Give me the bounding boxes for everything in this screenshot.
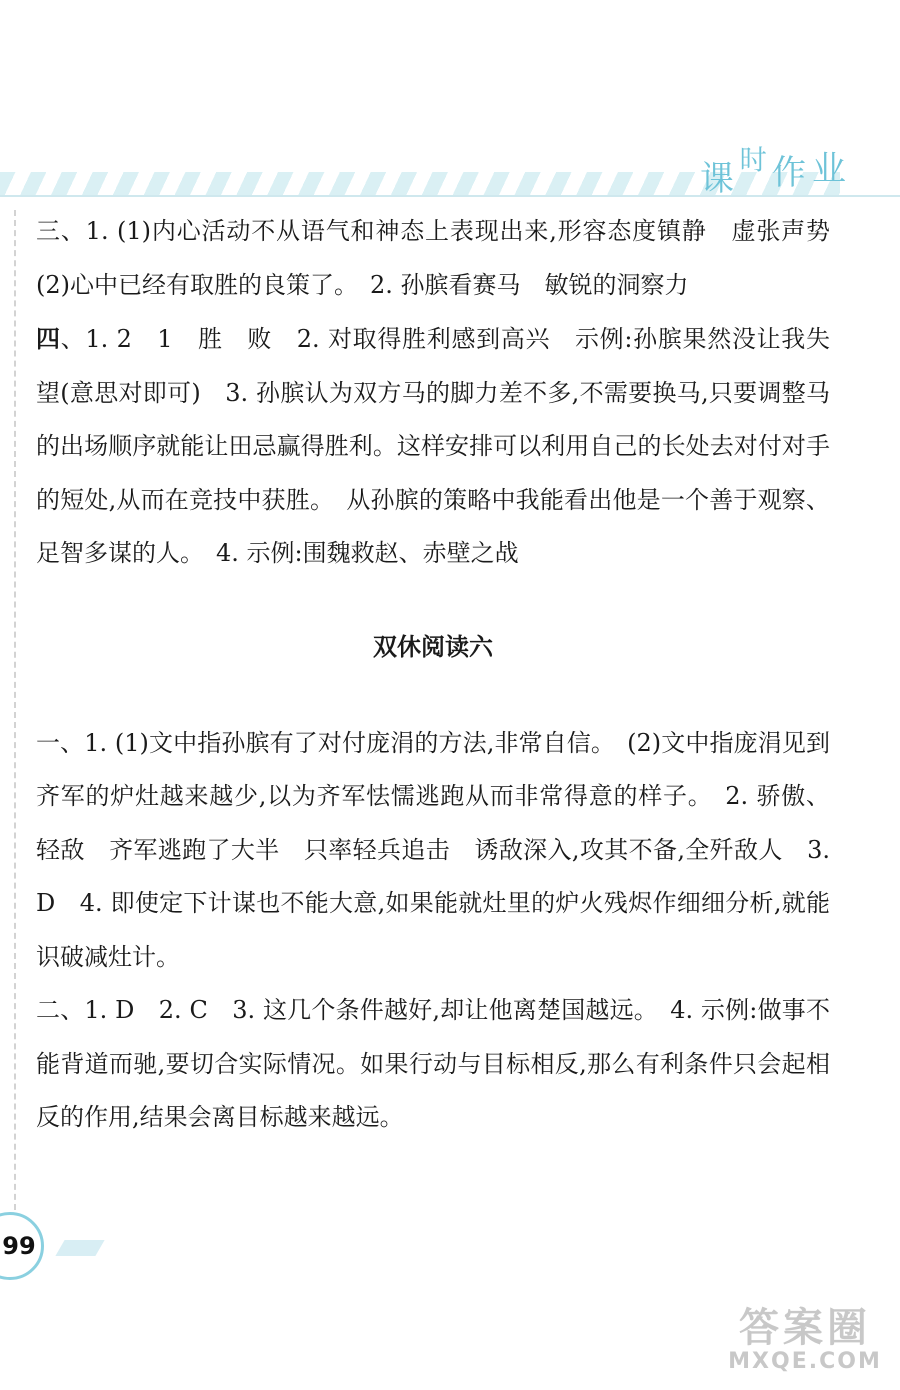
question-number: 一 <box>36 728 61 757</box>
question-number: 二 <box>36 996 61 1024</box>
answer-text: 、1. (1)文中指孙膑有了对付庞涓的方法,非常自信。 (2)文中指庞涓见到齐军的炉灶越来越少,以为齐军怯懦逃跑从而非常得意的样子。 2. 骄傲、轻敌 齐军逃跑了大半 只率轻兵追击 诱敌深入,攻其不备,全歼敌人 3. D 4. 即使定下计谋也不能大意,如果能就灶里的炉火残烬作细细分析,就能识破减灶计。 <box>36 728 830 971</box>
section-title: 双休阅读六 <box>373 632 493 661</box>
answer-content <box>36 205 855 1145</box>
answer-paragraph <box>36 717 830 985</box>
answer-paragraph <box>36 205 855 312</box>
series-title-char: 作 <box>772 153 808 193</box>
answer-paragraph <box>36 984 830 1145</box>
series-title-char: 时 <box>739 144 769 177</box>
page-number-badge <box>0 1212 44 1280</box>
page-badge-stripe <box>55 1240 104 1256</box>
watermark-url: MXQE.COM <box>728 1349 882 1374</box>
series-title-char: 课 <box>700 159 736 199</box>
answer-text: 、1. (1)内心活动不从语气和神态上表现出来,形容态度镇静 虚张声势 (2)心中已经有取胜的良策了。 2. 孙膑看赛马 敏锐的洞察力 <box>36 217 855 299</box>
series-title <box>700 144 860 199</box>
watermark-logo-text: 答案圈 <box>739 1305 871 1351</box>
answer-text: 、1. D 2. C 3. 这几个条件越好,却让他离楚国越远。 4. 示例:做事不能背道而驰,要切合实际情况。如果行动与目标相反,那么有利条件只会起相反的作用,结果会离目标越来越远。 <box>36 996 830 1131</box>
page-number: 99 <box>2 1232 36 1260</box>
question-number: 四 <box>36 324 61 353</box>
question-number: 三 <box>36 217 61 245</box>
series-title-char: 业 <box>812 149 848 189</box>
left-margin-rule <box>14 210 16 1220</box>
answer-text: 、1. 2 1 胜 败 2. 对取得胜利感到高兴 示例:孙膑果然没让我失望(意思对即可) 3. 孙膑认为双方马的脚力差不多,不需要换马,只要调整马的出场顺序就能让田忌赢得胜利。这样安排可以利用自己的长处去对付对手的短处,从而在竞技中获胜。 从孙膑的策略中我能看出他是一个善于观察、足智多谋的人。 4. 示例:围魏救赵、赤壁之战 <box>36 325 830 567</box>
answer-paragraph <box>36 312 830 581</box>
watermark <box>720 1300 890 1380</box>
